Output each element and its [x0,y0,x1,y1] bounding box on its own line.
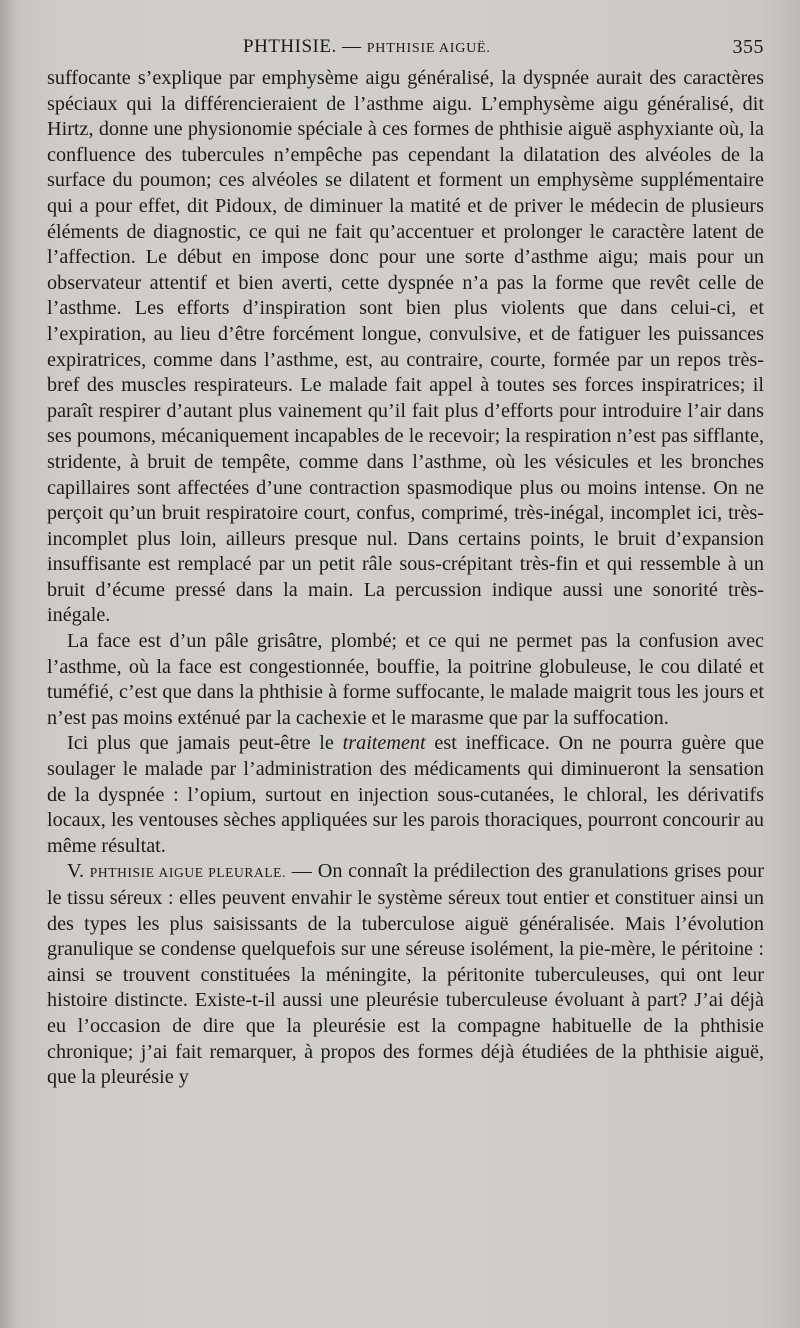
running-head [47,34,764,66]
running-title [243,36,491,58]
paragraph-2: La face est d’un pâle grisâtre, plombé; et ce qui ne permet pas la confusion avec l’asthme, où la face est congestionnée, bouffie, la poitrine globuleuse, le cou dilaté et tuméfié, c’est que dans la phthisie à forme suffocante, le malade maigrit tous les jours et n’est pas moins exténué par la cachexie et le marasme que par la suffocation. [47,630,764,729]
section-number: V. [67,860,90,883]
paragraph-4-text: — On connaît la prédilection des granulations grises pour le tissu séreux : elles peuvent envahir le système séreux tout entier et constituer ainsi un des types les plus saisissants de la tuberculose aiguë généralisée. Mais l’évolution granulique se condense quelquefois sur une séreuse isolément, la pie-mère, le péritoine : ainsi se trouvent constituées la méningite, la péritonite tuberculeuses, qui ont leur histoire distincte. Existe-t-il aussi une pleurésie tuberculeuse évoluant à part? J’ai déjà eu l’occasion de dire que la pleurésie est la compagne habituelle de la phthisie chronique; j’ai fait remarquer, à propos des formes déjà étudiées de la phthisie aiguë, que la pleurésie y [47,860,764,1089]
emphasis-traitement: traitement [342,732,426,755]
body-text [47,66,764,1091]
section-heading: PHTHISIE AIGUE PLEURALE. [89,865,287,881]
running-title-sub: PHTHISIE AIGUË. [366,41,491,56]
paragraph-3 [47,731,764,859]
paragraph-4 [47,859,764,1090]
running-title-separator: — [336,36,367,57]
paragraph-3-start: Ici plus que jamais peut-être le [67,732,343,755]
page-number: 355 [732,36,764,58]
running-title-main: PHTHISIE. [243,36,337,57]
paragraph-1: suffocante s’explique par emphysème aigu généralisé, la dyspnée aurait des caractères spéciaux qui la différencieraient de l’asthme aigu. L’emphysème aigu généralisé, dit Hirtz, donne une physionomie spéciale à ces formes de phthisie aiguë asphyxiante où, la confluence des tubercules n’empêche pas cependant la dilatation des alvéoles de la surface du poumon; ces alvéoles se dilatent et forment un emphysème supplémentaire qui a pour effet, dit Pidoux, de diminuer la matité et de priver le médecin de plusieurs éléments de diagnostic, ce qui ne fait qu’accentuer et prolonger le caractère latent de l’affection. Le début en impose donc pour une sorte d’asthme aigu; mais pour un observateur attentif et bien averti, cette dyspnée n’a pas la forme que revêt celle de l’asthme. Les efforts d’inspiration sont bien plus violents que dans celui-ci, et l’expiration, au lieu d’être forcément longue, convulsive, et de fatiguer les puissances expiratrices, comme dans l’asthme, est, au contraire, courte, formée par un repos très-bref des muscles respirateurs. Le malade fait appel à toutes ses forces inspiratrices; il paraît respirer d’autant plus vainement qu’il fait plus d’efforts pour introduire l’air dans ses poumons, mécaniquement incapables de le recevoir; la respiration n’est pas sifflante, stridente, à bruit de tempête, comme dans l’asthme, où les vésicules et les bronches capillaires sont affectées d’une contraction spasmodique plus ou moins intense. On ne perçoit qu’un bruit respiratoire court, confus, comprimé, très-inégal, incomplet ici, très-incomplet plus loin, ailleurs presque nul. Dans certains points, le bruit d’expansion insuffisante est remplacé par un petit râle sous-crépitant très-fin et qui ressemble à un bruit d’écume pressé dans la main. La percussion indique aussi une sonorité très-inégale. [47,67,764,627]
paragraph-3-rest: est inefficace. On ne pourra guère que soulager le malade par l’administration des médicaments qui diminueront la sensation de la dyspnée : l’opium, surtout en injection sous-cutanées, le chloral, les dérivatifs locaux, les ventouses sèches appliquées sur les parois thoraciques, pourront concourir au même résultat. [47,732,764,857]
